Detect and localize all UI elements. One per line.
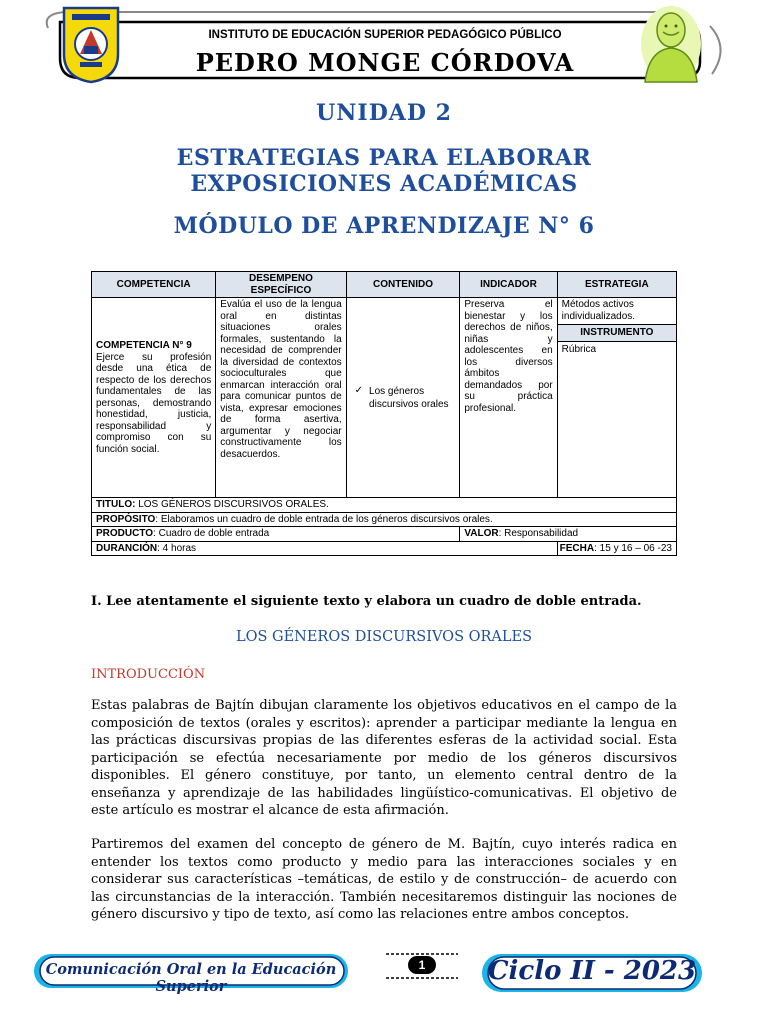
cell-desempeno: Evalúa el uso de la lengua oral en distintas situaciones orales formales, sustentando la necesidad de comprender la diversidad de contextos socioculturales que enmarcan interacción oral para comunicar puntos de vista, expresar emociones de forma asertiva, argumentar y negociar constructivamente los desacuerdos. bbox=[216, 298, 346, 498]
unit-title: UNIDAD 2 bbox=[316, 100, 452, 126]
competencia-text: Ejerce su profesión desde una ética de respecto de los derechos fundamentales de las personas, demostrando honestidad, justicia, responsabilidad y compromiso con su función social. bbox=[96, 351, 212, 455]
contenido-text: Los géneros discursivos orales bbox=[369, 385, 449, 410]
header-contenido: CONTENIDO bbox=[346, 272, 460, 298]
producto-label: PRODUCTO bbox=[96, 528, 154, 539]
titulo-label: TITULO: bbox=[96, 499, 136, 510]
footer-course-badge bbox=[32, 950, 350, 995]
fecha-value: : 15 y 16 – 06 -23 bbox=[594, 542, 672, 554]
cell-estrategia bbox=[557, 298, 676, 498]
unit-subtitle-line2: EXPOSICIONES ACADÉMICAS bbox=[190, 171, 578, 197]
valor-value: : Responsabilidad bbox=[498, 528, 579, 539]
intro-heading: INTRODUCCIÓN bbox=[91, 667, 206, 682]
footer-cycle-badge bbox=[480, 950, 704, 994]
cell-competencia bbox=[92, 298, 216, 498]
producto-cell bbox=[92, 527, 460, 542]
module-title: MÓDULO DE APRENDIZAJE N° 6 bbox=[173, 213, 595, 239]
page-number: 1 bbox=[408, 956, 436, 974]
producto-value: : Cuadro de doble entrada bbox=[153, 528, 270, 539]
valor-label: VALOR bbox=[464, 528, 499, 539]
proposito-label: PROPÓSITO bbox=[96, 513, 156, 525]
unit-subtitle-line1: ESTRATEGIAS PARA ELABORAR bbox=[176, 145, 592, 171]
competencia-title: COMPETENCIA N° 9 bbox=[96, 340, 192, 351]
paragraph-2: Partiremos del examen del concepto de género de M. Bajtín, cuyo interés radica en entender los textos como producto y medio para las interacciones sociales y en considerar sus características –temáticas, de estilo y de construcción– de acuerdo con las circunstancias de la interacción. También necesitaremos distinguir las nociones de género discursivo y tipo de texto, así como las relaciones entre ambos conceptos. bbox=[91, 837, 677, 922]
header-desempeno: DESEMPENO ESPECÍFICO bbox=[216, 272, 346, 298]
unit-subtitle bbox=[0, 145, 768, 197]
duracion-cell bbox=[92, 541, 558, 556]
titulo-row bbox=[92, 498, 677, 513]
instrumento-text: Rúbrica bbox=[561, 343, 597, 355]
proposito-value: : Elaboramos un cuadro de doble entrada de los géneros discursivos orales. bbox=[155, 513, 493, 525]
duracion-value: : 4 horas bbox=[157, 542, 197, 554]
school-crest-logo bbox=[60, 4, 122, 84]
header-indicador: INDICADOR bbox=[460, 272, 557, 298]
founder-portrait-logo bbox=[635, 2, 707, 86]
section-title: LOS GÉNEROS DISCURSIVOS ORALES bbox=[235, 629, 533, 645]
fecha-cell bbox=[557, 541, 676, 556]
fecha-label: FECHA bbox=[559, 542, 595, 554]
footer-cycle: Ciclo II - 2023 bbox=[487, 956, 697, 986]
institute-name: INSTITUTO DE EDUCACIÓN SUPERIOR PEDAGÓGICO PÚBLICO bbox=[208, 29, 562, 41]
page-number-badge bbox=[382, 950, 462, 982]
header-banner bbox=[40, 8, 730, 80]
cell-indicador: Preserva el bienestar y los derechos de niños, niñas y adolescentes en los diversos ámbitos demandados por su práctica profesional. bbox=[460, 298, 557, 498]
estrategia-text: Métodos activos individualizados. bbox=[561, 299, 636, 322]
module-info-table bbox=[91, 271, 677, 556]
school-name: PEDRO MONGE CÓRDOVA bbox=[195, 48, 575, 77]
valor-cell bbox=[460, 527, 677, 542]
cell-contenido bbox=[346, 298, 460, 498]
proposito-row bbox=[92, 512, 677, 527]
instruction-text: I. Lee atentamente el siguiente texto y elabora un cuadro de doble entrada. bbox=[91, 594, 642, 609]
header-competencia: COMPETENCIA bbox=[92, 272, 216, 298]
check-icon: ✓ bbox=[354, 384, 364, 396]
header-estrategia: ESTRATEGIA bbox=[557, 272, 676, 298]
titulo-value: LOS GÉNEROS DISCURSIVOS ORALES. bbox=[138, 499, 329, 510]
duracion-label: DURANCIÓN bbox=[96, 542, 158, 554]
paragraph-1: Estas palabras de Bajtín dibujan claramente los objetivos educativos en el campo de la composición de textos (orales y escritos): aprender a participar mediante la lengua en las prácticas discursivas propias de las diferentes esferas de la actividad social. Esta participación se efectúa necesariamente por medio de los géneros discursivos disponibles. El género constituye, por tanto, un elemento central dentro de la enseñanza y aprendizaje de las habilidades lingüístico-comunicativas. El objetivo de este artículo es mostrar el alcance de esta afirmación. bbox=[91, 698, 677, 818]
instrumento-label: INSTRUMENTO bbox=[558, 324, 676, 342]
footer-course-name: Comunicación Oral en la Educación Superior bbox=[45, 961, 337, 995]
